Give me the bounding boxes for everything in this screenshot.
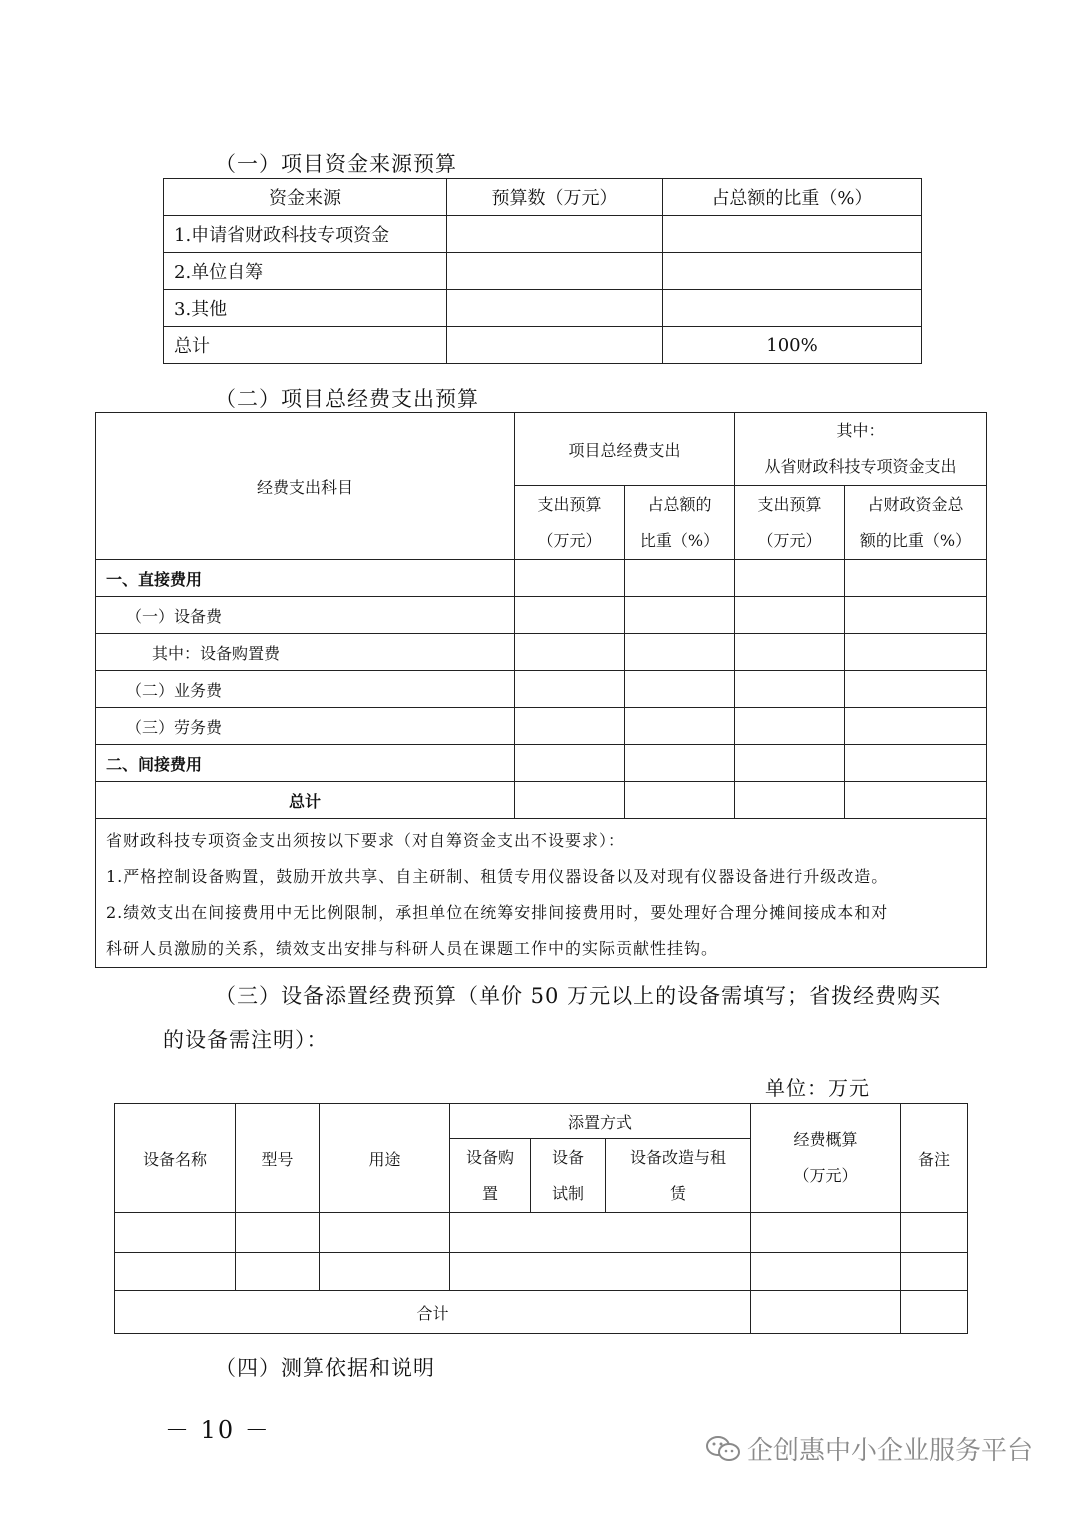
row-direct-cost: 一、直接费用 [96, 560, 515, 597]
sub-budget-special-line1: 支出预算 [757, 494, 822, 514]
header-source: 资金来源 [164, 179, 447, 216]
row-business: （二）业务费 [96, 671, 515, 708]
row-equipment: （一）设备费 [96, 597, 515, 634]
sub-purchase-line1: 设备购 [465, 1147, 514, 1167]
header-budget: 预算数（万元） [447, 179, 663, 216]
sub-trial-line2: 试制 [551, 1183, 584, 1203]
equipment-total: 合计 [115, 1291, 751, 1334]
sub-trial-line1: 设备 [551, 1147, 584, 1167]
sub-ratio-line1: 占总额的 [647, 494, 712, 514]
sub-ratio [625, 486, 735, 560]
sub-purchase-line2: 置 [481, 1183, 498, 1203]
notes-block [96, 819, 987, 968]
sub-budget-line1: 支出预算 [537, 494, 602, 514]
note-line: 科研人员激励的关系，绩效支出安排与科研人员在课题工作中的实际贡献性挂钩。 [106, 939, 719, 958]
wechat-icon [705, 1434, 741, 1464]
col-model: 型号 [236, 1104, 320, 1213]
source-row-label: 3.其他 [164, 290, 447, 327]
section2-title: （二）项目总经费支出预算 [215, 387, 479, 411]
sub-budget [515, 486, 625, 560]
row-total: 总计 [96, 782, 515, 819]
col-method: 添置方式 [450, 1104, 751, 1139]
sub-ratio-line2: 比重（%） [639, 530, 720, 550]
sub-ratio-special-line1: 占财政资金总 [867, 494, 964, 514]
source-row-budget [447, 253, 663, 290]
group-total-expense: 项目总经费支出 [515, 413, 735, 486]
unit-label: 单位：万元 [765, 1076, 870, 1100]
section4-title: （四）测算依据和说明 [215, 1356, 435, 1380]
col-equipment-name: 设备名称 [115, 1104, 236, 1213]
sub-purchase [450, 1139, 531, 1213]
section3-title-line1: （三）设备添置经费预算（单价 50 万元以上的设备需填写；省拨经费购买 [215, 984, 942, 1008]
col-cost-line2: （万元） [793, 1166, 858, 1185]
sub-budget-line2: （万元） [537, 530, 602, 550]
source-row-ratio [663, 290, 922, 327]
sub-trial [531, 1139, 606, 1213]
sub-modify-line2: 赁 [669, 1183, 686, 1203]
group-special-line1: 其中： [836, 421, 885, 440]
note-line: 2.绩效支出在间接费用中无比例限制，承担单位在统筹安排间接费用时，要处理好合理分摊间接成本和对 [106, 903, 889, 922]
equipment-table [114, 1103, 968, 1334]
funding-source-table [163, 178, 922, 364]
watermark [705, 1430, 1033, 1467]
source-row-ratio: 100% [663, 327, 922, 364]
section1-title: （一）项目资金来源预算 [215, 152, 457, 176]
col-cost [751, 1104, 901, 1213]
row-equipment-purchase: 其中：设备购置费 [96, 634, 515, 671]
expenditure-table [95, 412, 987, 968]
source-row-label: 2.单位自筹 [164, 253, 447, 290]
sub-ratio-special [845, 486, 987, 560]
source-row-budget [447, 290, 663, 327]
sub-ratio-special-line2: 额的比重（%） [859, 530, 972, 550]
source-row-label: 1.申请省财政科技专项资金 [164, 216, 447, 253]
col-subject: 经费支出科目 [96, 413, 515, 560]
sub-budget-special [735, 486, 845, 560]
source-row-ratio [663, 216, 922, 253]
note-line: 1.严格控制设备购置，鼓励开放共享、自主研制、租赁专用仪器设备以及对现有仪器设备进行升级改造。 [106, 867, 889, 886]
source-row-budget [447, 327, 663, 364]
sub-modify [606, 1139, 751, 1213]
sub-budget-special-line2: （万元） [757, 530, 822, 550]
section3-title-line2: 的设备需注明）： [163, 1028, 329, 1052]
header-ratio: 占总额的比重（%） [663, 179, 922, 216]
source-row-budget [447, 216, 663, 253]
row-indirect-cost: 二、间接费用 [96, 745, 515, 782]
col-note: 备注 [901, 1104, 968, 1213]
col-cost-line1: 经费概算 [793, 1130, 858, 1149]
col-use: 用途 [320, 1104, 450, 1213]
note-line: 省财政科技专项资金支出须按以下要求（对自筹资金支出不设要求）： [106, 831, 626, 850]
source-row-ratio [663, 253, 922, 290]
page-number: － 10 － [165, 1416, 271, 1444]
group-special-line2: 从省财政科技专项资金支出 [764, 457, 957, 476]
watermark-text: 企创惠中小企业服务平台 [747, 1436, 1034, 1466]
group-special-fund [735, 413, 987, 486]
row-labor: （三）劳务费 [96, 708, 515, 745]
source-row-label: 总计 [164, 327, 447, 364]
sub-modify-line1: 设备改造与租 [629, 1147, 726, 1167]
